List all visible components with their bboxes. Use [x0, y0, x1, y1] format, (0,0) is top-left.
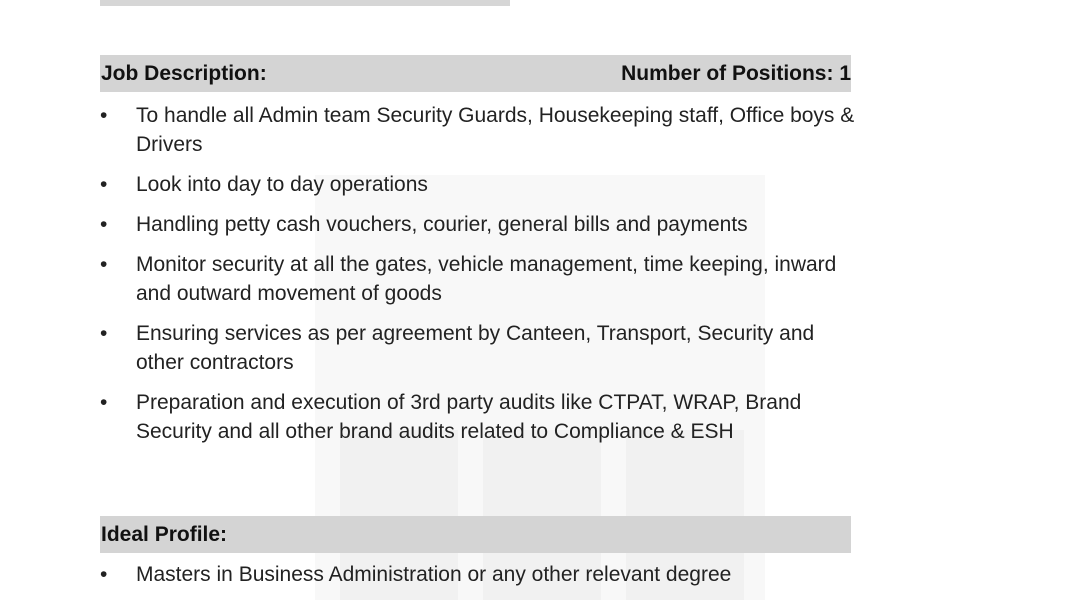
bullet-icon: •: [100, 322, 108, 345]
bullet-icon: •: [100, 213, 108, 236]
ideal-profile-title: Ideal Profile:: [101, 522, 228, 546]
list-item-text: Masters in Business Administration or any other relevant degree: [136, 563, 732, 586]
previous-section-bar: [100, 0, 510, 6]
bullet-icon: •: [100, 173, 108, 196]
list-item-text: Look into day to day operations: [136, 173, 428, 196]
ideal-profile-list: [100, 560, 860, 600]
bullet-icon: •: [100, 563, 108, 586]
list-item-text: Monitor security at all the gates, vehicle management, time keeping, inward and outward movement of goods: [136, 253, 837, 305]
job-description-list: [100, 101, 860, 457]
job-description-title: Job Description:: [101, 61, 267, 85]
list-item: [100, 210, 860, 239]
bullet-icon: •: [100, 253, 108, 276]
list-item: [100, 319, 860, 377]
ideal-profile-header: [100, 516, 851, 553]
list-item: [100, 170, 860, 199]
bullet-icon: •: [100, 104, 108, 127]
list-item-text: Ensuring services as per agreement by Canteen, Transport, Security and other contractors: [136, 322, 815, 374]
list-item-text: Preparation and execution of 3rd party audits like CTPAT, WRAP, Brand Security and all other brand audits related to Compliance & ESH: [136, 391, 802, 443]
list-item-text: To handle all Admin team Security Guards, Housekeeping staff, Office boys & Drivers: [136, 104, 855, 156]
list-item: [100, 388, 860, 446]
list-item: [100, 250, 860, 308]
job-description-header: [100, 55, 851, 92]
list-item: [100, 101, 860, 159]
bullet-icon: •: [100, 391, 108, 414]
number-of-positions: Number of Positions: 1: [621, 61, 851, 85]
list-item-text: Handling petty cash vouchers, courier, general bills and payments: [136, 213, 748, 236]
list-item: [100, 560, 860, 589]
